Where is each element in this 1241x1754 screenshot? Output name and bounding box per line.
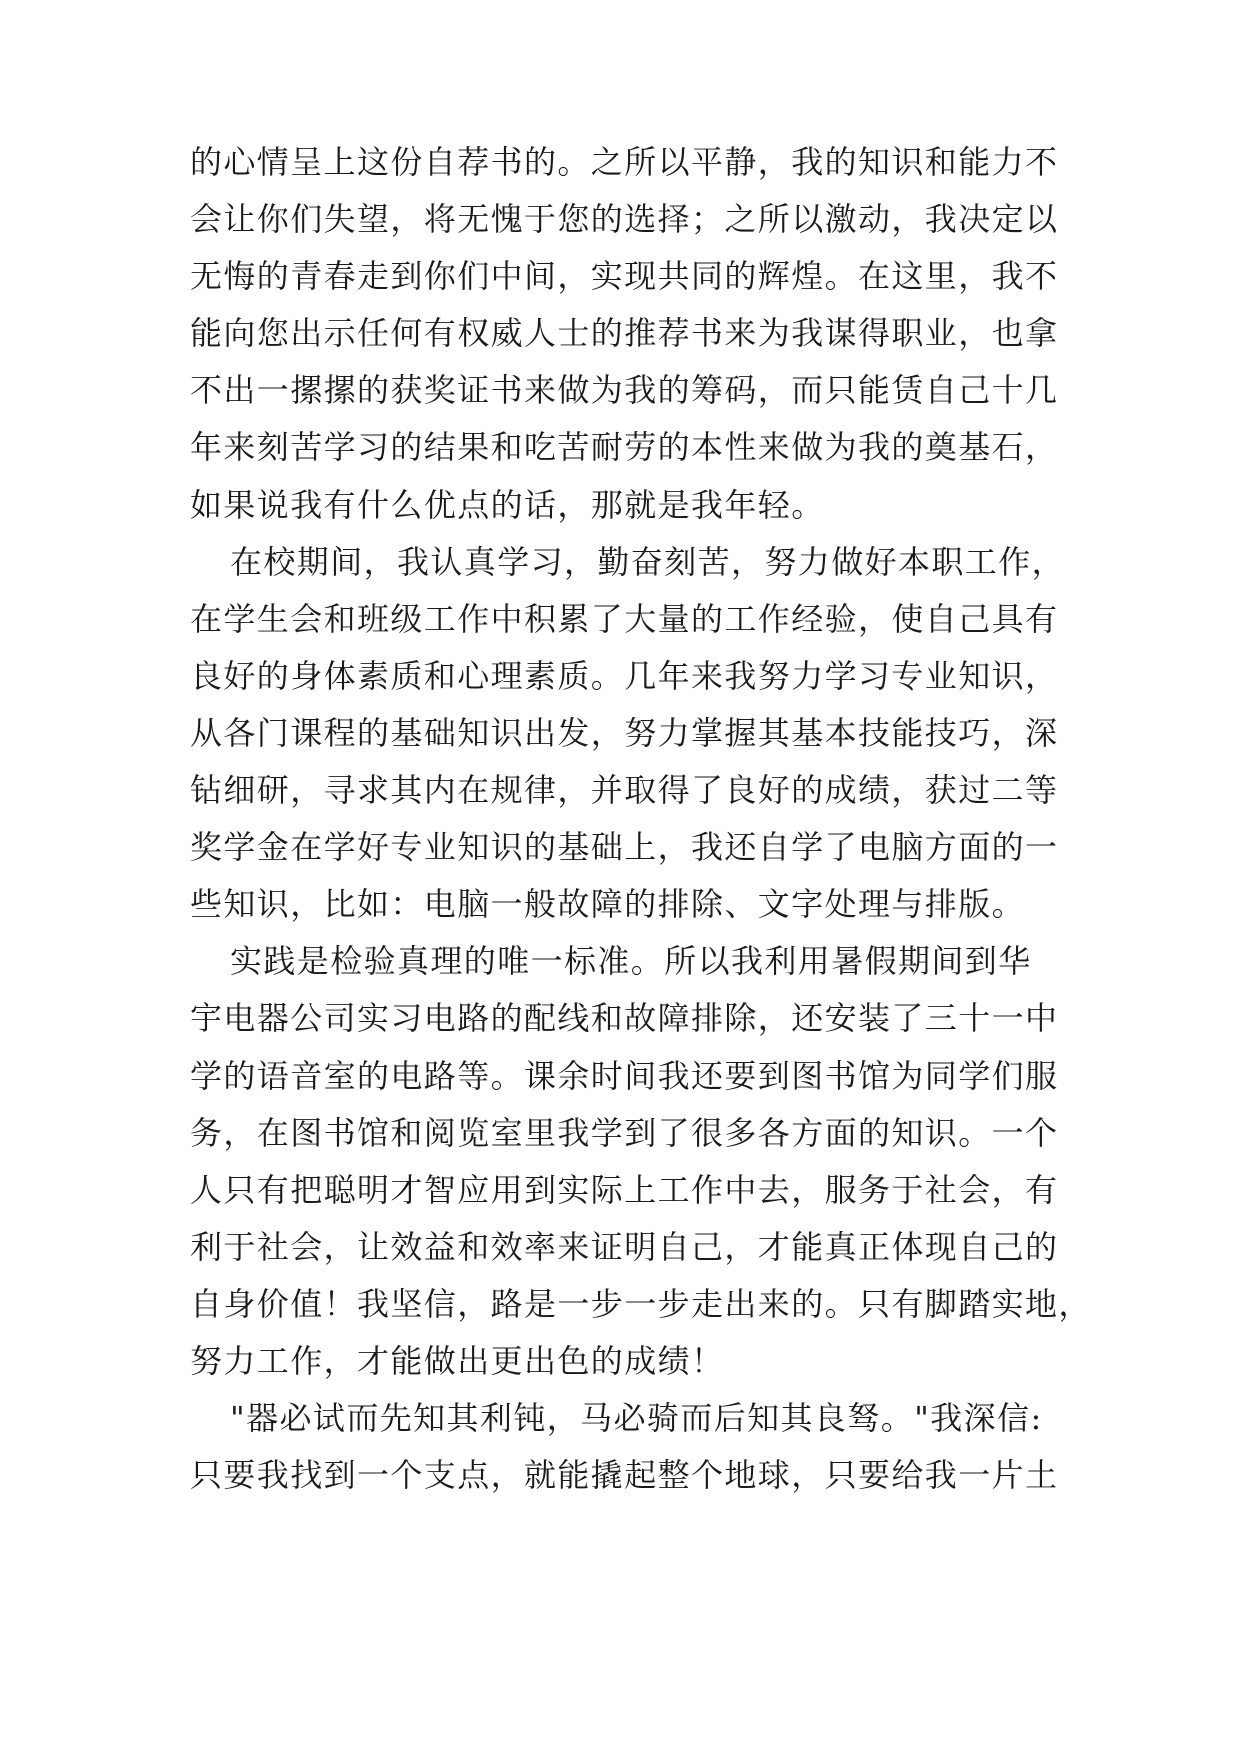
text-line: 的心情呈上这份自荐书的。之所以平静，我的知识和能力不 (190, 143, 1059, 181)
text-line: 能向您出示任何有权威人士的推荐书来为我谋得职业，也拿 (190, 314, 1059, 353)
paragraph (190, 534, 1090, 934)
text-line: 会让你们失望，将无愧于您的选择；之所以激动，我决定以 (190, 200, 1059, 239)
text-line: 在校期间，我认真学习，勤奋刻苦，努力做好本职工作， (230, 542, 1066, 581)
text-line: 不出一摞摞的获奖证书来做为我的筹码，而只能赁自己十几 (190, 371, 1059, 410)
text-line: 从各门课程的基础知识出发，努力掌握其基本技能技巧，深 (190, 713, 1059, 752)
text-line: 奖学金在学好专业知识的基础上，我还自学了电脑方面的一 (190, 828, 1059, 867)
paragraph (190, 1390, 1090, 1504)
text-line: 如果说我有什么优点的话，那就是我年轻。 (190, 485, 825, 524)
paragraph (190, 933, 1090, 1390)
text-line: 无悔的青春走到你们中间，实现共同的辉煌。在这里，我不 (190, 257, 1059, 296)
paragraph (190, 134, 1090, 534)
text-line: 学的语音室的电路等。课余时间我还要到图书馆为同学们服 (190, 1056, 1059, 1095)
text-line: 在学生会和班级工作中积累了大量的工作经验，使自己具有 (190, 599, 1059, 638)
text-line: 人只有把聪明才智应用到实际上工作中去，服务于社会，有 (190, 1170, 1059, 1209)
text-line: 良好的身体素质和心理素质。几年来我努力学习专业知识， (190, 656, 1059, 695)
text-line: 些知识，比如：电脑一般故障的排除、文字处理与排版。 (190, 885, 1026, 924)
text-line: 利于社会，让效益和效率来证明自己，才能真正体现自己的 (190, 1227, 1059, 1266)
text-line: 努力工作，才能做出更出色的成绩！ (190, 1341, 725, 1380)
text-line: 务，在图书馆和阅览室里我学到了很多各方面的知识。一个 (190, 1113, 1059, 1152)
text-line: 年来刻苦学习的结果和吃苦耐劳的本性来做为我的奠基石， (190, 428, 1059, 467)
document-body (190, 134, 1090, 1504)
text-line: 钻细研，寻求其内在规律，并取得了良好的成绩，获过二等 (190, 771, 1059, 810)
text-line: "器必试而先知其利钝，马必骑而后知其良驽。"我深信: (230, 1399, 1043, 1438)
text-line: 只要我找到一个支点，就能撬起整个地球，只要给我一片土 (190, 1456, 1059, 1495)
text-line: 自身价值！我坚信，路是一步一步走出来的。只有脚踏实地， (190, 1284, 1092, 1323)
text-line: 实践是检验真理的唯一标准。所以我利用暑假期间到华 (230, 942, 1032, 981)
text-line: 宇电器公司实习电路的配线和故障排除，还安装了三十一中 (190, 999, 1059, 1038)
